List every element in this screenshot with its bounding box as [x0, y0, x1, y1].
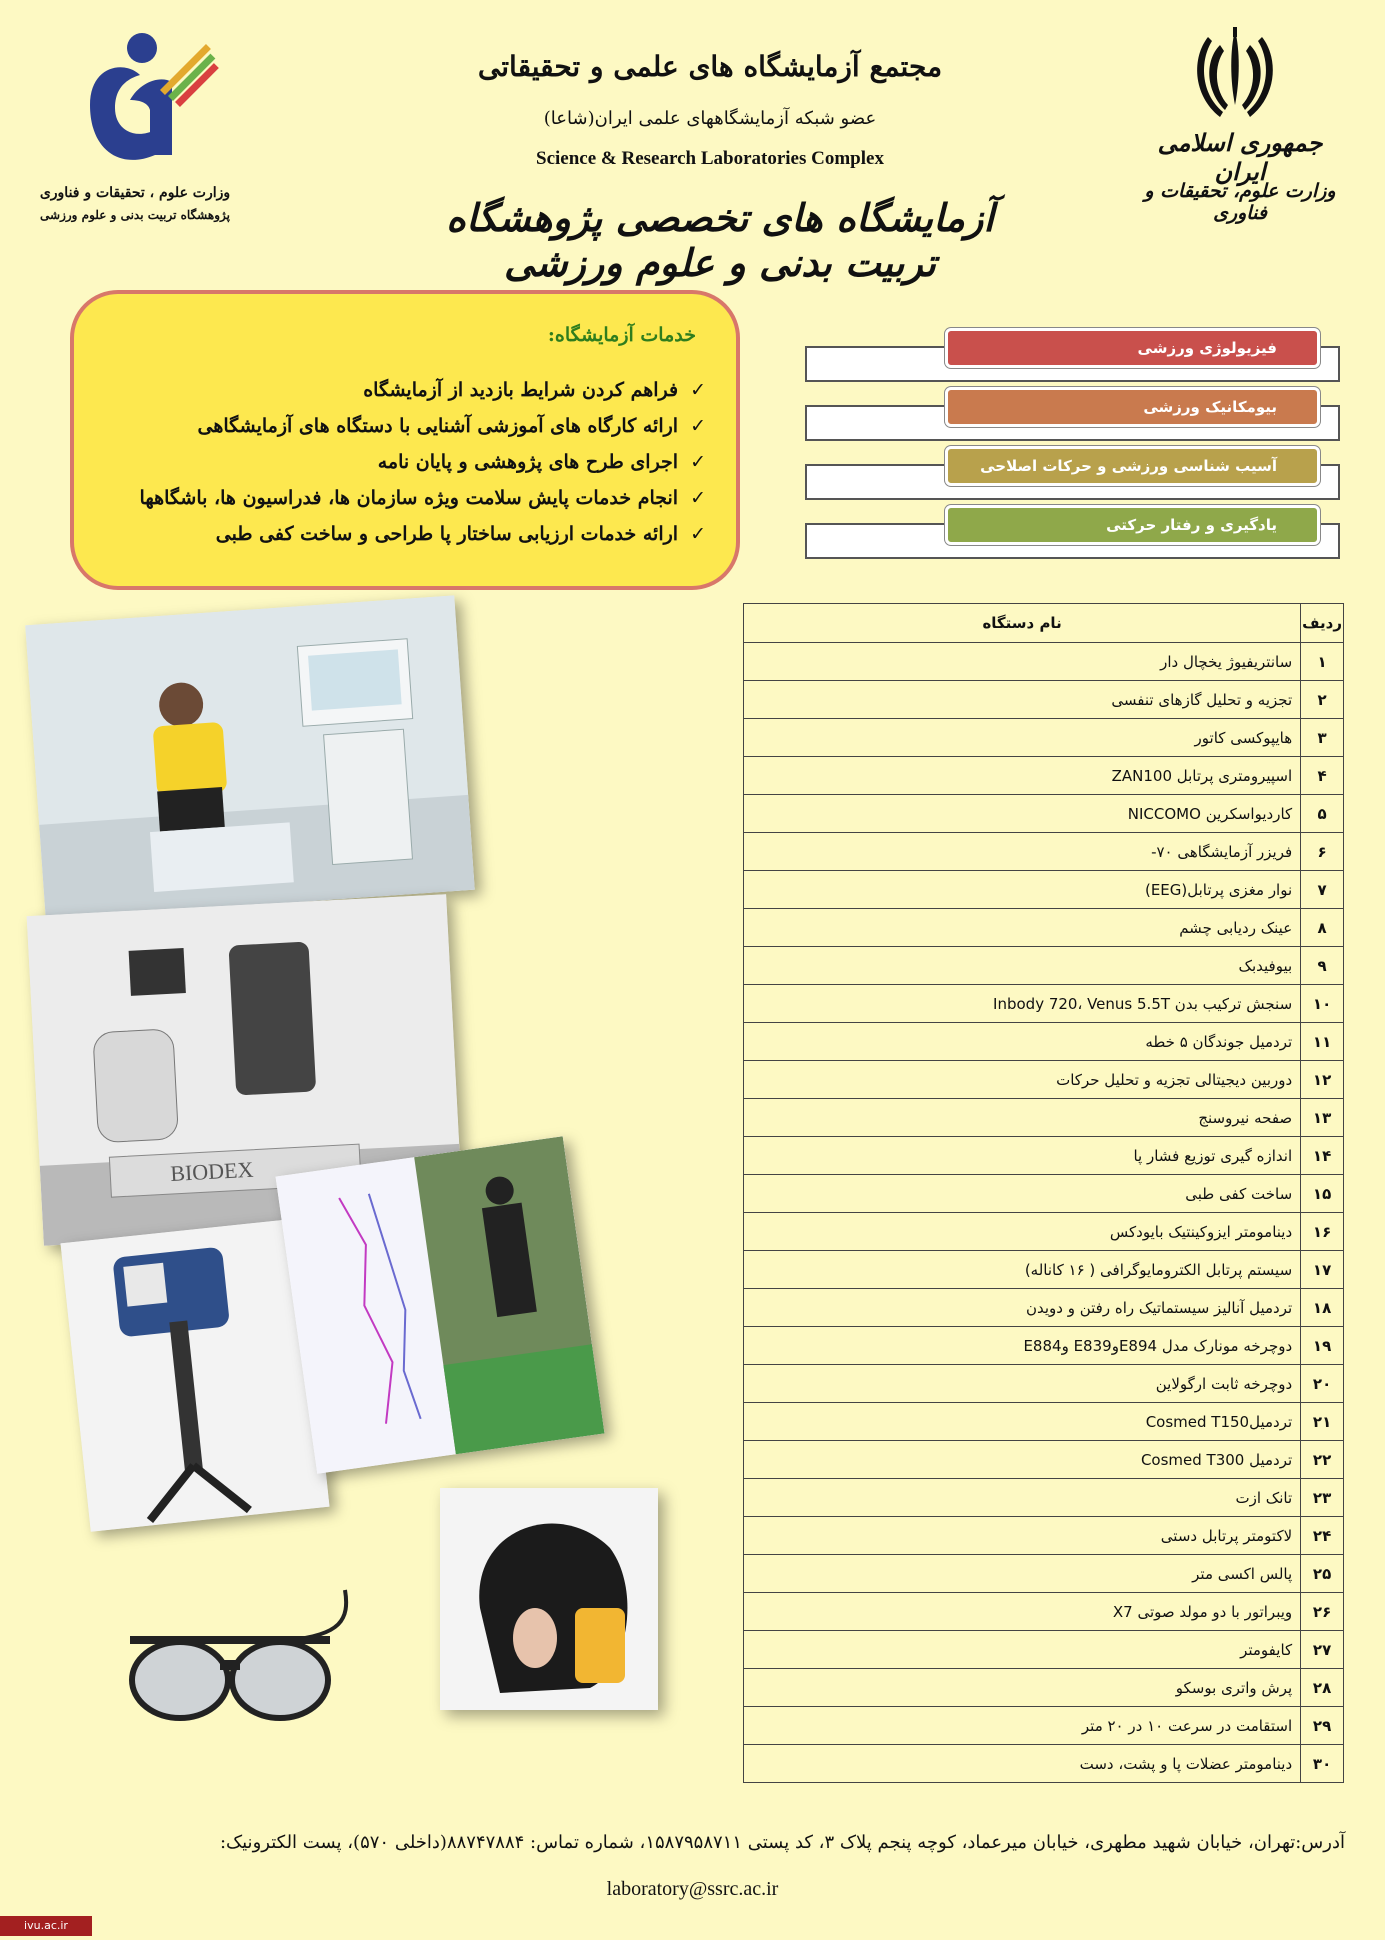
table-row: [744, 1441, 1344, 1479]
table-row: [744, 1707, 1344, 1745]
table-row: [744, 681, 1344, 719]
table-row: [744, 1517, 1344, 1555]
device-name: تردمیلCosmed T150: [744, 1403, 1301, 1441]
row-number: ۱: [1301, 643, 1344, 681]
list-item: ✓فراهم کردن شرایط بازدید از آزمایشگاه: [363, 379, 706, 401]
device-name: ویبراتور با دو مولد صوتی X7: [744, 1593, 1301, 1631]
device-name: سنجش ترکیب بدن Inbody 720، Venus 5.5T: [744, 985, 1301, 1023]
column-header-number: ردیف: [1301, 604, 1344, 643]
device-name: پرش واتری بوسکو: [744, 1669, 1301, 1707]
photo-eeg-cap: [440, 1488, 658, 1710]
ssrc-logo-icon: [60, 30, 220, 175]
check-icon: ✓: [690, 523, 706, 545]
table-row: [744, 1365, 1344, 1403]
device-name: دوچرخه مونارک مدل E894وE839 وE884: [744, 1327, 1301, 1365]
table-row: [744, 1213, 1344, 1251]
device-name: استقامت در سرعت ۱۰ در ۲۰ متر: [744, 1707, 1301, 1745]
department-biomechanics: [805, 387, 1340, 431]
department-label: بیومکانیک ورزشی: [945, 387, 1320, 427]
check-icon: ✓: [690, 451, 706, 473]
device-name: صفحه نیروسنج: [744, 1099, 1301, 1137]
table-row: [744, 1251, 1344, 1289]
check-icon: ✓: [690, 379, 706, 401]
table-row: [744, 1631, 1344, 1669]
device-name: تردمیل آنالیز سیستماتیک راه رفتن و دویدن: [744, 1289, 1301, 1327]
table-row: [744, 1593, 1344, 1631]
list-item: ✓اجرای طرح های پژوهشی و پایان نامه: [377, 451, 706, 473]
footer-email-link[interactable]: laboratory@ssrc.ac.ir: [606, 1878, 779, 1900]
row-number: ۹: [1301, 947, 1344, 985]
table-row: [744, 1061, 1344, 1099]
row-number: ۲۱: [1301, 1403, 1344, 1441]
row-number: ۳۰: [1301, 1745, 1344, 1783]
left-ministry-label: وزارت علوم ، تحقیقات و فناوری: [39, 185, 231, 201]
device-name: عینک ردیابی چشم: [744, 909, 1301, 947]
row-number: ۲۴: [1301, 1517, 1344, 1555]
table-row: [744, 1479, 1344, 1517]
table-row: [744, 909, 1344, 947]
row-number: ۸: [1301, 909, 1344, 947]
table-header-row: [744, 604, 1344, 643]
eye-tracking-glasses-icon: [120, 1580, 360, 1760]
device-name: فریزر آزمایشگاهی ۷۰-: [744, 833, 1301, 871]
table-row: [744, 985, 1344, 1023]
column-header-name: نام دستگاه: [744, 604, 1301, 643]
device-name: دوربین دیجیتالی تجزیه و تحلیل حرکات: [744, 1061, 1301, 1099]
check-icon: ✓: [690, 415, 706, 437]
table-row: [744, 1099, 1344, 1137]
row-number: ۲۲: [1301, 1441, 1344, 1479]
bike-test-image-icon: [25, 595, 475, 919]
check-icon: ✓: [690, 487, 706, 509]
services-title: خدمات آزمایشگاه:: [547, 324, 696, 346]
department-label: آسیب شناسی ورزشی و حرکات اصلاحی: [945, 446, 1320, 486]
table-row: [744, 795, 1344, 833]
motion-analysis-image-icon: [276, 1136, 605, 1473]
biodex-label: BIODEX: [169, 1156, 254, 1187]
row-number: ۱۹: [1301, 1327, 1344, 1365]
institute-title: آزمایشگاه های تخصصی پژوهشگاه تربیت بدنی و علوم ورزشی: [446, 195, 994, 285]
row-number: ۱۲: [1301, 1061, 1344, 1099]
table-row: [744, 719, 1344, 757]
row-number: ۱۵: [1301, 1175, 1344, 1213]
eeg-cap-image-icon: [440, 1488, 658, 1710]
site-badge: ivu.ac.ir: [0, 1916, 92, 1936]
department-pathology: [805, 446, 1340, 490]
device-name: هایپوکسی کاتور: [744, 719, 1301, 757]
table-row: [744, 1555, 1344, 1593]
row-number: ۲: [1301, 681, 1344, 719]
table-row: [744, 947, 1344, 985]
row-number: ۲۶: [1301, 1593, 1344, 1631]
row-number: ۱۰: [1301, 985, 1344, 1023]
table-row: [744, 1327, 1344, 1365]
row-number: ۱۶: [1301, 1213, 1344, 1251]
device-name: اسپیرومتری پرتابل ZAN100: [744, 757, 1301, 795]
services-list: [140, 372, 706, 552]
device-name: کایفومتر: [744, 1631, 1301, 1669]
table-row: [744, 1403, 1344, 1441]
row-number: ۱۱: [1301, 1023, 1344, 1061]
ministry-label: وزارت علوم، تحقیقات و فناوری: [1144, 180, 1336, 224]
iran-emblem-icon: [1190, 25, 1280, 125]
equipment-table: [743, 603, 1344, 1783]
department-label: یادگیری و رفتار حرکتی: [945, 505, 1320, 545]
row-number: ۶: [1301, 833, 1344, 871]
row-number: ۱۴: [1301, 1137, 1344, 1175]
english-title: Science & Research Laboratories Complex: [536, 148, 884, 169]
device-name: لاکتومتر پرتابل دستی: [744, 1517, 1301, 1555]
device-name: تجزیه و تحلیل گازهای تنفسی: [744, 681, 1301, 719]
list-item: ✓ارائه کارگاه های آموزشی آشنایی با دستگاه های آزمایشگاهی: [197, 415, 706, 437]
row-number: ۲۳: [1301, 1479, 1344, 1517]
device-name: دینامومتر ایزوکینتیک بایودکس: [744, 1213, 1301, 1251]
republic-label: جمهوری اسلامی ایران: [1157, 128, 1323, 186]
row-number: ۲۸: [1301, 1669, 1344, 1707]
network-membership: عضو شبکه آزمایشگاههای علمی ایران(شاعا): [543, 108, 877, 129]
row-number: ۲۷: [1301, 1631, 1344, 1669]
device-name: تردمیل جوندگان ۵ خطه: [744, 1023, 1301, 1061]
device-name: سانتریفیوژ یخچال دار: [744, 643, 1301, 681]
services-box: [70, 290, 740, 590]
page-title: مجتمع آزمایشگاه های علمی و تحقیقاتی: [477, 50, 943, 83]
row-number: ۲۵: [1301, 1555, 1344, 1593]
device-name: دوچرخه ثابت ارگولاین: [744, 1365, 1301, 1403]
table-row: [744, 1745, 1344, 1783]
device-name: نوار مغزی پرتابل(EEG): [744, 871, 1301, 909]
table-row: [744, 643, 1344, 681]
row-number: ۳: [1301, 719, 1344, 757]
table-row: [744, 1289, 1344, 1327]
left-institute-label: پژوهشگاه تربیت بدنی و علوم ورزشی: [40, 208, 230, 222]
device-name: پالس اکسی متر: [744, 1555, 1301, 1593]
device-name: تردمیل Cosmed T300: [744, 1441, 1301, 1479]
department-label: فیزیولوژی ورزشی: [945, 328, 1320, 368]
row-number: ۱۷: [1301, 1251, 1344, 1289]
table-row: [744, 833, 1344, 871]
table-row: [744, 1175, 1344, 1213]
row-number: ۲۹: [1301, 1707, 1344, 1745]
device-name: تانک ازت: [744, 1479, 1301, 1517]
table-row: [744, 871, 1344, 909]
table-row: [744, 757, 1344, 795]
device-name: اندازه گیری توزیع فشار پا: [744, 1137, 1301, 1175]
device-name: بیوفیدبک: [744, 947, 1301, 985]
row-number: ۵: [1301, 795, 1344, 833]
device-name: کاردیواسکرین NICCOMO: [744, 795, 1301, 833]
footer-address: آدرس:تهران، خیابان شهید مطهری، خیابان میرعماد، کوچه پنجم پلاک ۳، کد پستی ۱۵۸۷۹۵۸۷۱۱، شماره تماس: ۸۸۷۴۷۸۸۴(داخلی ۵۷۰)، پست الکترونیک:: [219, 1832, 1345, 1853]
row-number: ۷: [1301, 871, 1344, 909]
device-name: دینامومتر عضلات پا و پشت، دست: [744, 1745, 1301, 1783]
photo-motion-analysis: [276, 1136, 605, 1473]
device-name: ساخت کفی طبی: [744, 1175, 1301, 1213]
row-number: ۱۸: [1301, 1289, 1344, 1327]
department-motor-learning: [805, 505, 1340, 549]
table-row: [744, 1669, 1344, 1707]
table-row: [744, 1137, 1344, 1175]
row-number: ۴: [1301, 757, 1344, 795]
row-number: ۲۰: [1301, 1365, 1344, 1403]
photo-bike-test: [25, 595, 475, 919]
department-physiology: [805, 328, 1340, 372]
device-name: سیستم پرتابل الکترومایوگرافی ( ۱۶ کاناله): [744, 1251, 1301, 1289]
list-item: ✓انجام خدمات پایش سلامت ویژه سازمان ها، فدراسیون ها، باشگاهها: [139, 487, 706, 509]
row-number: ۱۳: [1301, 1099, 1344, 1137]
list-item: ✓ارائه خدمات ارزیابی ساختار پا طراحی و ساخت کفی طبی: [215, 523, 706, 545]
table-row: [744, 1023, 1344, 1061]
